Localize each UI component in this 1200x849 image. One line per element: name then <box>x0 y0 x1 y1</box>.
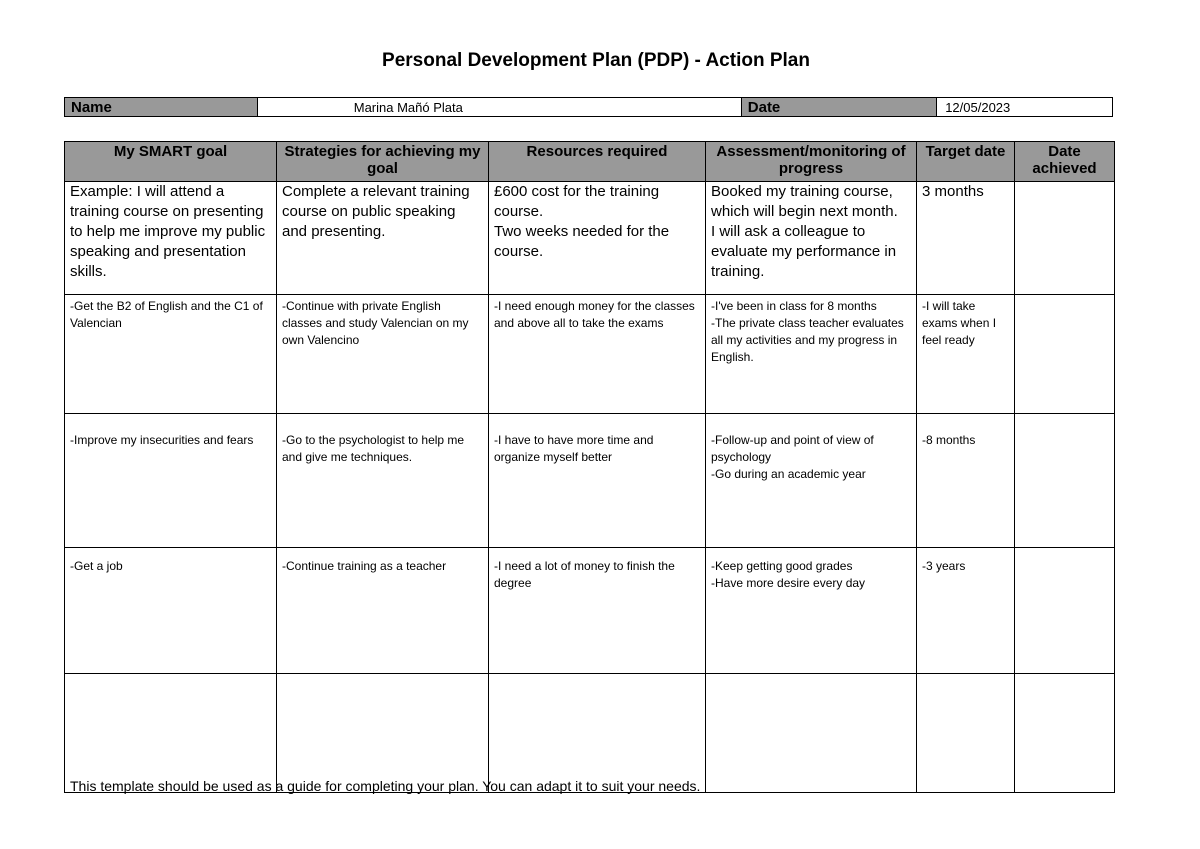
resources-cell[interactable]: -I need a lot of money to finish the degree <box>489 548 706 674</box>
strategies-cell[interactable]: -Continue training as a teacher <box>277 548 489 674</box>
name-field[interactable]: Marina Mañó Plata <box>257 98 741 117</box>
date-achieved-cell[interactable] <box>1015 674 1115 793</box>
target-date-cell[interactable] <box>917 674 1015 793</box>
resources-cell[interactable]: -I need enough money for the classes and above all to take the exams <box>489 295 706 414</box>
col-header-resources: Resources required <box>489 142 706 182</box>
strategies-cell[interactable]: -Go to the psychologist to help me and give me techniques. <box>277 414 489 548</box>
date-achieved-cell[interactable] <box>1015 548 1115 674</box>
header-table <box>64 97 1113 117</box>
resources-cell[interactable] <box>489 674 706 793</box>
goal-cell[interactable]: -Improve my insecurities and fears <box>65 414 277 548</box>
strategies-cell[interactable]: Complete a relevant training course on public speaking and presenting. <box>277 182 489 295</box>
table-row <box>65 548 1115 674</box>
table-row <box>65 182 1115 295</box>
col-header-strategies: Strategies for achieving my goal <box>277 142 489 182</box>
goal-cell[interactable]: Example: I will attend a training course on presenting to help me improve my public speaking and presentation skills. <box>65 182 277 295</box>
col-header-date-achieved: Date achieved <box>1015 142 1115 182</box>
action-plan-table <box>64 141 1115 793</box>
assessment-cell[interactable]: -Follow-up and point of view of psychology -Go during an academic year <box>706 414 917 548</box>
goal-cell[interactable]: -Get the B2 of English and the C1 of Valencian <box>65 295 277 414</box>
date-achieved-cell[interactable] <box>1015 182 1115 295</box>
assessment-cell[interactable]: -Keep getting good grades -Have more desire every day <box>706 548 917 674</box>
assessment-cell[interactable] <box>706 674 917 793</box>
table-row <box>65 674 1115 793</box>
goal-cell[interactable] <box>65 674 277 793</box>
strategies-cell[interactable] <box>277 674 489 793</box>
col-header-goal: My SMART goal <box>65 142 277 182</box>
page-title: Personal Development Plan (PDP) - Action Plan <box>382 50 810 71</box>
table-row <box>65 295 1115 414</box>
footer-note: This template should be used as a guide for completing your plan. You can adapt it to suit your needs. <box>70 778 701 794</box>
date-label: Date <box>741 98 936 117</box>
col-header-target-date: Target date <box>917 142 1015 182</box>
goal-cell[interactable]: -Get a job <box>65 548 277 674</box>
target-date-cell[interactable]: -8 months <box>917 414 1015 548</box>
date-achieved-cell[interactable] <box>1015 414 1115 548</box>
resources-cell[interactable]: £600 cost for the training course. Two weeks needed for the course. <box>489 182 706 295</box>
name-label: Name <box>65 98 258 117</box>
date-field[interactable]: 12/05/2023 <box>937 98 1113 117</box>
date-achieved-cell[interactable] <box>1015 295 1115 414</box>
strategies-cell[interactable]: -Continue with private English classes and study Valencian on my own Valencino <box>277 295 489 414</box>
assessment-cell[interactable]: -I've been in class for 8 months -The private class teacher evaluates all my activities and my progress in English. <box>706 295 917 414</box>
target-date-cell[interactable]: 3 months <box>917 182 1015 295</box>
table-row <box>65 414 1115 548</box>
col-header-assessment: Assessment/monitoring of progress <box>706 142 917 182</box>
assessment-cell[interactable]: Booked my training course, which will begin next month. I will ask a colleague to evaluate my performance in training. <box>706 182 917 295</box>
target-date-cell[interactable]: -I will take exams when I feel ready <box>917 295 1015 414</box>
resources-cell[interactable]: -I have to have more time and organize myself better <box>489 414 706 548</box>
target-date-cell[interactable]: -3 years <box>917 548 1015 674</box>
